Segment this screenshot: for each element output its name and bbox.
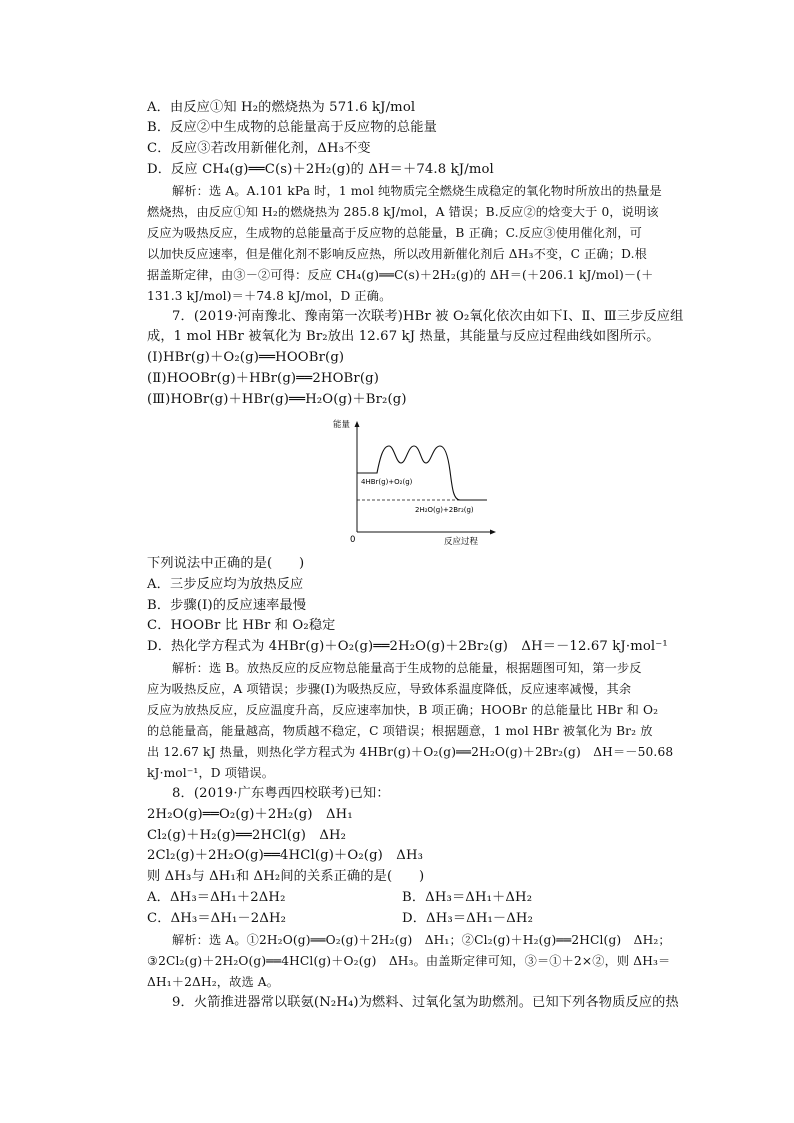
q6-option-d: D．反应 CH₄(g)══C(s)＋2H₂(g)的 ΔH＝＋74.8 kJ/mol (147, 162, 494, 177)
q7-reaction-3: (Ⅲ)HOBr(g)＋HBr(g)══H₂O(g)＋Br₂(g) (147, 392, 407, 407)
y-axis-label: 能量 (333, 420, 351, 430)
y-axis-arrow (355, 421, 360, 427)
reactant-label: 4HBr(g)+O₂(g) (361, 478, 413, 486)
energy-curve (357, 446, 487, 500)
q7-stem: 7．(2019·河南豫北、豫南第一次联考)HBr 被 O₂氧化依次由如下Ⅰ、Ⅱ、Ⅲ三步反应组 (172, 309, 684, 324)
q7-reaction-1: (Ⅰ)HBr(g)＋O₂(g)══HOOBr(g) (147, 350, 345, 365)
q7-option-a: A．三步反应均为放热反应 (147, 577, 304, 592)
q8-option-c: C．ΔH₃＝ΔH₁－2ΔH₂ (147, 911, 287, 926)
analysis-8-line: ΔH₁＋2ΔH₂，故选 A。 (147, 975, 280, 989)
q8-equation-2: Cl₂(g)＋H₂(g)══2HCl(g) ΔH₂ (147, 828, 347, 843)
x-axis-label: 反应过程 (444, 537, 479, 547)
analysis-8-line: 解析：选 A。①2H₂O(g)══O₂(g)＋2H₂(g) ΔH₁；②Cl₂(g)＋H₂(g)══2HCl(g) ΔH₂； (172, 933, 671, 947)
product-label: 2H₂O(g)+2Br₂(g) (415, 506, 474, 514)
q6-option-b: B．反应②中生成物的总能量高于反应物的总能量 (147, 120, 437, 135)
analysis-6-line: 131.3 kJ/mol)＝＋74.8 kJ/mol，D 正确。 (147, 289, 392, 303)
q6-option-a: A．由反应①知 H₂的燃烧热为 571.6 kJ/mol (147, 100, 416, 115)
x-axis-arrow (490, 530, 496, 535)
analysis-6-line: 解析：选 A。A.101 kPa 时，1 mol 纯物质完全燃烧生成稳定的氧化物时所放出的热量是 (172, 184, 662, 198)
analysis-7-line: kJ·mol⁻¹，D 项错误。 (147, 766, 275, 780)
q7-stem: 成，1 mol HBr 被氧化为 Br₂放出 12.67 kJ 热量，其能量与反应过程曲线如图所示。 (147, 329, 660, 344)
energy-profile-figure (330, 416, 500, 548)
q7-option-d: D．热化学方程式为 4HBr(g)＋O₂(g)══2H₂O(g)＋2Br₂(g) ΔH＝－12.67 kJ·mol⁻¹ (147, 639, 668, 654)
q8-stem: 8．(2019·广东粤西四校联考)已知： (172, 786, 390, 801)
q7-option-c: C．HOOBr 比 HBr 和 O₂稳定 (147, 618, 336, 633)
q8-option-b: B．ΔH₃＝ΔH₁＋ΔH₂ (402, 890, 533, 905)
analysis-6-line: 燃烧热，由反应①知 H₂的燃烧热为 285.8 kJ/mol，A 错误；B.反应②的焓变大于 0，说明该 (147, 205, 659, 219)
q6-option-c: C．反应③若改用新催化剂，ΔH₃不变 (147, 141, 371, 156)
q8-equation-3: 2Cl₂(g)＋2H₂O(g)══4HCl(g)＋O₂(g) ΔH₃ (147, 848, 424, 863)
analysis-7-line: 出 12.67 kJ 热量，则热化学方程式为 4HBr(g)＋O₂(g)══2H₂O(g)＋2Br₂(g) ΔH＝－50.68 (147, 745, 674, 759)
analysis-7-line: 反应为放热反应，反应温度升高，反应速率加快，B 项正确；HOOBr 的总能量比 HBr 和 O₂ (147, 703, 659, 717)
q7-option-b: B．步骤(Ⅰ)的反应速率最慢 (147, 598, 307, 613)
q8-equation-1: 2H₂O(g)══O₂(g)＋2H₂(g) ΔH₁ (147, 807, 353, 822)
q8-option-d: D．ΔH₃＝ΔH₁－ΔH₂ (402, 911, 534, 926)
analysis-8-line: ③2Cl₂(g)＋2H₂O(g)══4HCl(g)＋O₂(g) ΔH₃。由盖斯定律可知，③＝①＋2×②，则 ΔH₃＝ (147, 954, 671, 968)
q7-prompt: 下列说法中正确的是( ) (147, 556, 305, 571)
analysis-6-line: 反应为吸热反应，生成物的总能量高于反应物的总能量，B 正确；C.反应③使用催化剂，可 (147, 226, 643, 240)
analysis-7-line: 解析：选 B。放热反应的反应物总能量高于生成物的总能量，根据题图可知，第一步反 (172, 661, 642, 675)
origin-label: 0 (350, 535, 356, 545)
q9-stem: 9．火箭推进器常以联氨(N₂H₄)为燃料、过氧化氢为助燃剂。已知下列各物质反应的热 (172, 995, 679, 1010)
analysis-6-line: 以加快反应速率，但是催化剂不影响反应热，所以改用新催化剂后 ΔH₃不变，C 正确；D.根 (147, 247, 647, 261)
analysis-7-line: 应为吸热反应，A 项错误；步骤(Ⅰ)为吸热反应，导致体系温度降低，反应速率减慢，其余 (147, 682, 632, 696)
q8-prompt: 则 ΔH₃与 ΔH₁和 ΔH₂间的关系正确的是( ) (147, 869, 425, 884)
analysis-7-line: 的总能量高，能量越高，物质越不稳定，C 项错误；根据题意，1 mol HBr 被氧化为 Br₂ 放 (147, 724, 653, 738)
analysis-6-line: 据盖斯定律，由③－②可得：反应 CH₄(g)══C(s)＋2H₂(g)的 ΔH＝(＋206.1 kJ/mol)－(＋ (147, 268, 654, 282)
q7-reaction-2: (Ⅱ)HOOBr(g)＋HBr(g)══2HOBr(g) (147, 371, 380, 386)
q8-option-a: A．ΔH₃＝ΔH₁＋2ΔH₂ (147, 890, 286, 905)
